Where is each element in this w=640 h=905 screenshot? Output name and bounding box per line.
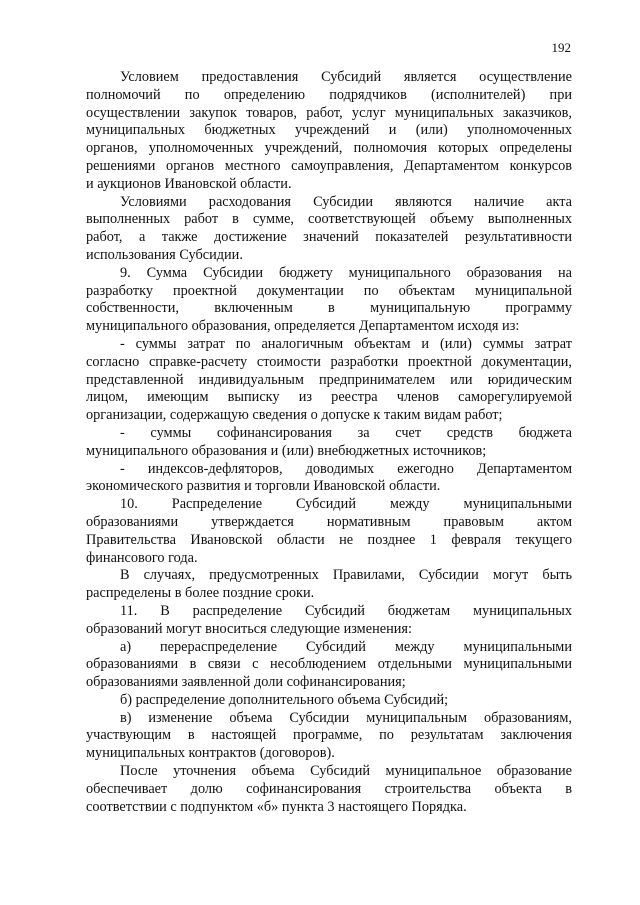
text-line: обеспечивает долю софинансирования строительства объекта в (86, 780, 572, 797)
paragraph (86, 336, 572, 425)
text-line: муниципальных бюджетных учреждений и (или) уполномоченных (86, 122, 572, 139)
paragraph (86, 763, 572, 816)
text-line: 10. Распределение Субсидий между муниципальными (120, 496, 572, 513)
text-line: полномочий по определению подрядчиков (исполнителей) при (86, 86, 572, 103)
text-line: 11. В распределение Субсидий бюджетам муниципальных (120, 602, 572, 619)
text-line: органов, уполномоченных учреждений, полномочия которых определены (86, 140, 572, 157)
text-line: распределены в более поздние сроки. (86, 585, 315, 602)
page-number: 192 (551, 40, 571, 55)
paragraph (86, 710, 572, 763)
text-line: а) перераспределение Субсидий между муниципальными (120, 638, 572, 655)
paragraph (86, 496, 572, 567)
text-line: работ, а также достижение значений показателей результативности (86, 229, 572, 246)
text-line: согласно справке-расчету стоимости разработки проектной документации, (86, 353, 572, 370)
paragraph (86, 567, 572, 603)
text-line: образованиями утверждается нормативным правовым актом (86, 513, 572, 530)
text-line: финансового года. (86, 549, 198, 566)
text-line: Условиями расходования Субсидии являются наличие акта (120, 193, 572, 210)
text-line: представленной индивидуальным предпринимателем или юридическим (86, 371, 572, 388)
text-line: - суммы софинансирования за счет средств бюджета (120, 424, 572, 441)
document-body (86, 69, 572, 816)
paragraph (86, 425, 572, 461)
text-line: б) распределение дополнительного объема Субсидий; (120, 691, 449, 708)
text-line: осуществлении закупок товаров, работ, услуг муниципальных заказчиков, (86, 104, 572, 121)
paragraph (86, 265, 572, 336)
text-line: решениями органов местного самоуправления, Департаментом конкурсов (86, 157, 572, 174)
paragraph (86, 603, 572, 639)
text-line: 9. Сумма Субсидии бюджету муниципального образования на (120, 264, 572, 281)
text-line: муниципального образования, определяется Департаментом исходя из: (86, 318, 520, 335)
text-line: организации, содержащую сведения о допуске к таким видам работ; (86, 407, 503, 424)
text-line: В случаях, предусмотренных Правилами, Субсидии могут быть (120, 567, 572, 584)
paragraph (86, 461, 572, 497)
text-line: образованиями заявленной доли софинансирования; (86, 674, 406, 691)
text-line: Условием предоставления Субсидий является осуществление (120, 69, 572, 85)
text-line: разработку проектной документации по объектам муниципальной (86, 282, 572, 299)
text-line: лицом, имеющим выписку из реестра членов саморегулируемой (86, 389, 572, 406)
text-line: муниципального образования и (или) внебюджетных источников; (86, 442, 487, 459)
text-line: - суммы затрат по аналогичным объектам и (или) суммы затрат (120, 335, 572, 352)
text-line: - индексов-дефляторов, доводимых ежегодно Департаментом (120, 460, 572, 477)
text-line: использования Субсидии. (86, 246, 243, 263)
text-line: в) изменение объема Субсидии муниципальным образованиям, (120, 709, 572, 726)
text-line: Правительства Ивановской области не позднее 1 февраля текущего (86, 531, 572, 548)
text-line: участвующим в настоящей программе, по результатам заключения (86, 727, 572, 744)
text-line: муниципальных контрактов (договоров). (86, 745, 335, 762)
text-line: соответствии с подпунктом «б» пункта 3 настоящего Порядка. (86, 798, 467, 815)
paragraph (86, 692, 572, 710)
paragraph (86, 639, 572, 692)
text-line: образованиями в связи с несоблюдением отдельными муниципальными (86, 656, 572, 673)
text-line: После уточнения объема Субсидий муниципальное образование (120, 763, 572, 780)
text-line: образований могут вноситься следующие изменения: (86, 620, 412, 637)
text-line: выполненных работ в сумме, соответствующей объему выполненных (86, 211, 572, 228)
text-line: и аукционов Ивановской области. (86, 175, 292, 192)
paragraph (86, 69, 572, 194)
paragraph (86, 194, 572, 265)
text-line: собственности, включенным в муниципальную программу (86, 300, 572, 317)
text-line: экономического развития и торговли Ивановской области. (86, 478, 441, 495)
